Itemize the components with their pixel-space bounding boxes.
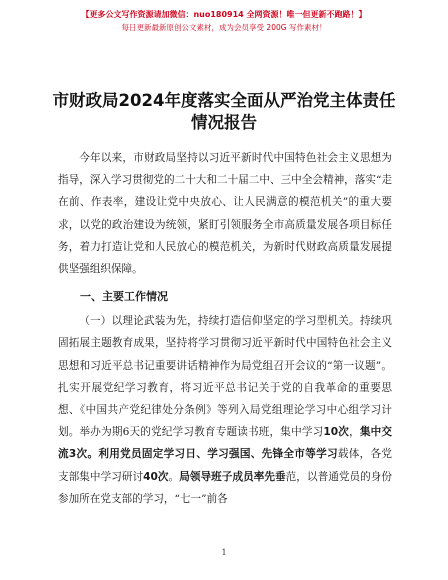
text-run: 范，以普通党员的身份参加所在党支部的学习，“七一”前各 [58, 470, 393, 505]
bold-run: 40次 [143, 470, 169, 483]
title-line-1: 市财政局2024年度落实全面从严治党主体责任 [52, 91, 396, 110]
title-line-2: 情况报告 [191, 113, 257, 132]
body-paragraph-1 [58, 310, 392, 510]
bold-run: 局领导班子成员率先垂 [179, 470, 286, 483]
text-run: 载体，各党支部集中学习研讨 [58, 448, 393, 483]
banner-line-2: 每日更新最新原创公文素材，成为会员享受 200G 写作素材！ [121, 23, 327, 32]
header-banner [0, 9, 448, 34]
bold-run: 10次 [323, 426, 350, 439]
intro-paragraph: 今年以来，市财政局坚持以习近平新时代中国特色社会主义思想为指导，深入学习贯彻党的二十大和二十届二中、三中全会精神，落实“走在前、作表率，建设让党中央放心、让人民满意的模范机关”的重大要求，以党的政治建设为统领，紧盯引领服务全市高质量发展各项目标任务，着力打造让党和人民放心的模范机关，为新时代财政高质量发展提供坚强组织保障。 [58, 152, 392, 276]
banner-line-1: 【更多公文写作资源请加微信：nuo180914 全网资源！唯一但更新不跑路！】 [81, 10, 367, 19]
text-run: ， [349, 426, 360, 439]
page-number: 1 [221, 548, 227, 557]
document-body [58, 147, 392, 510]
text-run: 。 [168, 470, 180, 483]
bold-run: 集中交流3次。利用党员固定学习日、学习强国、先锋全市等学习 [58, 426, 393, 461]
text-run: （一）以理论武装为先，持续打造信仰坚定的学习型机关。持续巩固拓展主题教育成果，坚持将学习贯彻习近平新时代中国特色社会主义思想和习近平总书记重要讲话精神作为局党组召开会议的“第一议题”。扎实开展党纪学习教育，将习近平总书记关于党的自我革命的重要思想、《中国共产党纪律处分条例》等列入局党组理论学习中心组学习计划。举办为期6天的党纪学习教育专题读书班，集中学习 [58, 315, 392, 439]
section-heading: 一、主要工作情况 [80, 290, 168, 304]
document-title [30, 90, 418, 134]
